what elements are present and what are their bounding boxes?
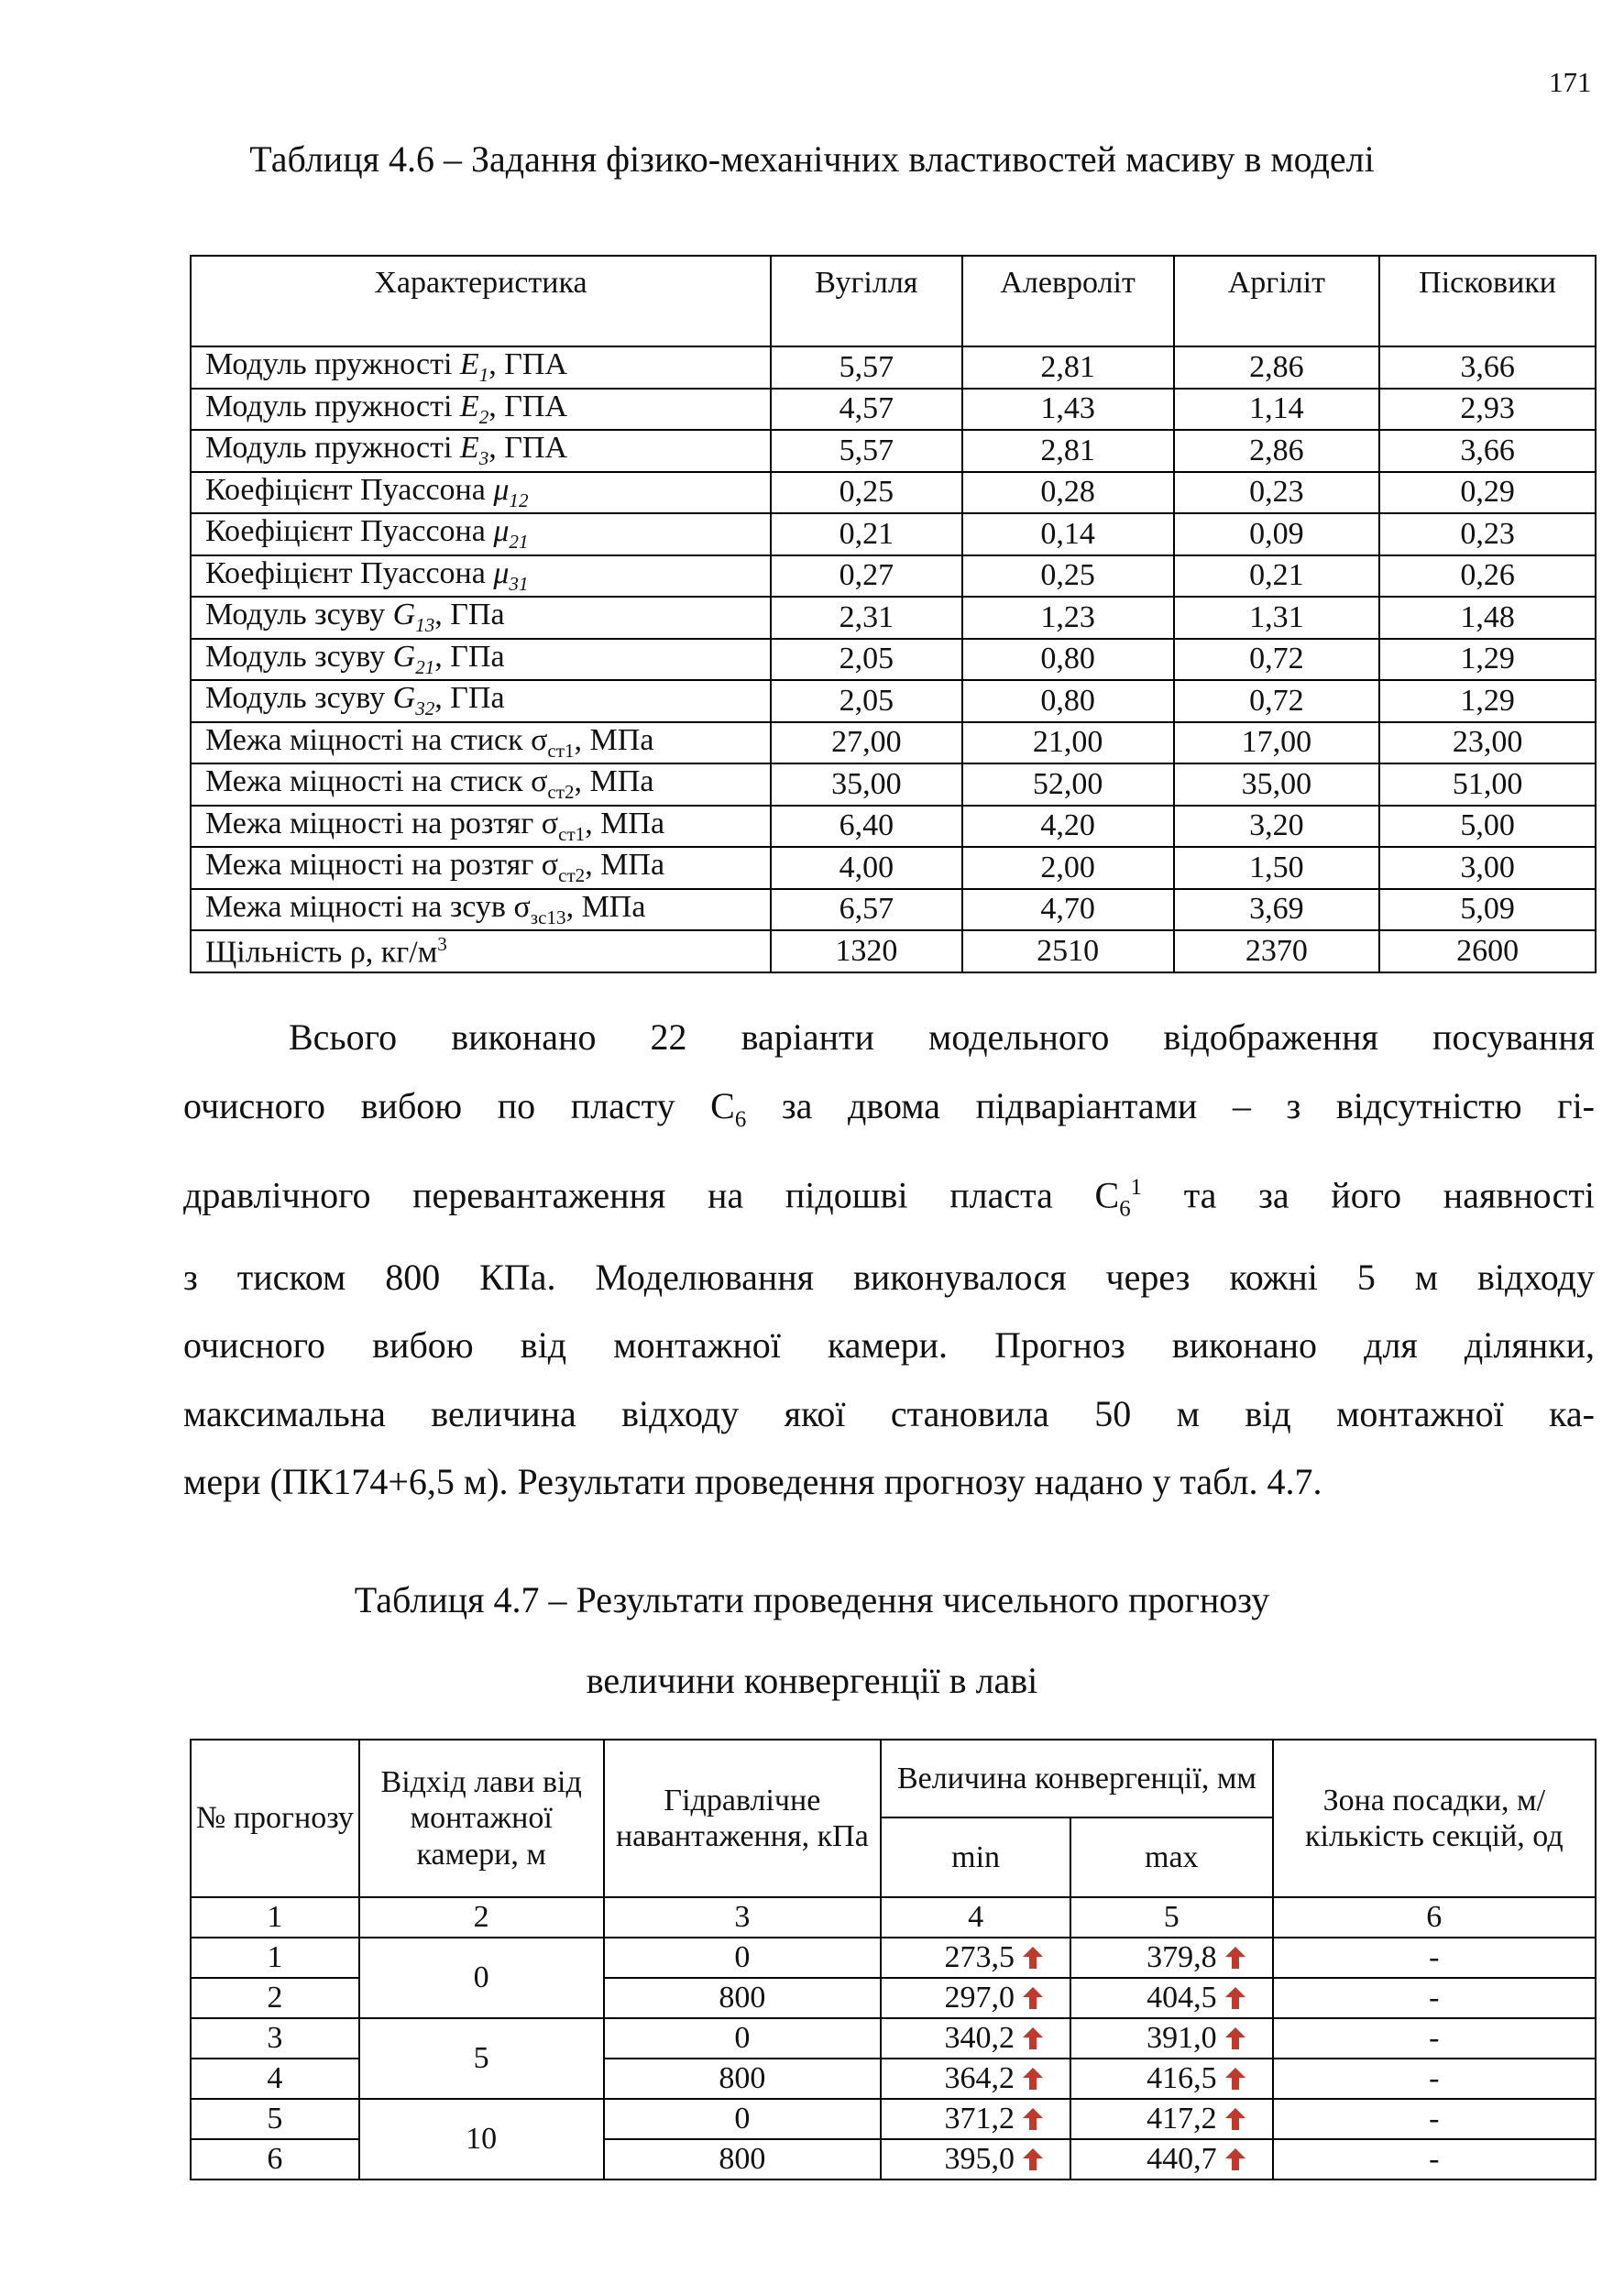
property-row: [191, 555, 1596, 598]
distance-value: 0: [359, 1938, 604, 2018]
property-value: 1320: [771, 930, 962, 972]
body-paragraph: [183, 1004, 1595, 1517]
property-row: [191, 889, 1596, 931]
property-value: 1,14: [1174, 389, 1380, 431]
property-value: 2370: [1174, 930, 1380, 972]
property-value: 6,40: [771, 806, 962, 848]
property-label: Межа міцності на зсув $\sigma_{зс13}$, МПа: [191, 889, 771, 931]
min-convergence-cell: [881, 2018, 1070, 2059]
property-label: Межа міцності на стиск $\sigma_{ст1}$, МПа: [191, 722, 771, 764]
property-value: 1,48: [1379, 597, 1596, 639]
property-value: 0,29: [1379, 472, 1596, 514]
property-value: 0,14: [962, 513, 1174, 555]
property-value: 2,31: [771, 597, 962, 639]
property-value: 0,23: [1174, 472, 1380, 514]
min-convergence-value: 297,0: [944, 1981, 1015, 2015]
property-value: 1,29: [1379, 680, 1596, 722]
property-value: 3,00: [1379, 847, 1596, 889]
page-number: 171: [1549, 66, 1592, 98]
header-distance: [359, 1740, 604, 1897]
property-value: 35,00: [771, 763, 962, 806]
zone-value: -: [1273, 1978, 1596, 2018]
property-value: 6,57: [771, 889, 962, 931]
max-convergence-cell: [1070, 2018, 1273, 2059]
property-value: 0,26: [1379, 555, 1596, 598]
forecast-row: [191, 1938, 1596, 1978]
property-value: 3,69: [1174, 889, 1380, 931]
property-value: 0,80: [962, 680, 1174, 722]
property-value: 0,72: [1174, 680, 1380, 722]
header-sandstone: Пісковики: [1379, 256, 1596, 346]
property-row: [191, 763, 1596, 806]
property-value: 0,09: [1174, 513, 1380, 555]
paragraph-line: дравлічного перевантаження на підошві пласта $С_6^1$ та за його наявності: [183, 1174, 1596, 1222]
forecast-number: 1: [191, 1938, 359, 1978]
property-value: 5,00: [1379, 806, 1596, 848]
zone-value: -: [1273, 1938, 1596, 1978]
up-arrow-icon: [1022, 2026, 1044, 2049]
up-arrow-icon: [1022, 2106, 1044, 2130]
property-value: 4,70: [962, 889, 1174, 931]
forecast-number: 2: [191, 1978, 359, 2018]
property-row: [191, 639, 1596, 681]
column-number: 4: [881, 1897, 1070, 1938]
header-convergence: [881, 1740, 1272, 1817]
property-value: 0,28: [962, 472, 1174, 514]
property-row: [191, 346, 1596, 389]
header-coal: Вугілля: [771, 256, 962, 346]
property-value: 2,81: [962, 430, 1174, 472]
up-arrow-icon: [1224, 2147, 1246, 2170]
property-row: [191, 722, 1596, 764]
property-value: 2,86: [1174, 430, 1380, 472]
property-value: 35,00: [1174, 763, 1380, 806]
zone-value: -: [1273, 2099, 1596, 2139]
forecast-number: 6: [191, 2139, 359, 2180]
header-mudstone: Аргіліт: [1174, 256, 1380, 346]
property-value: 2,86: [1174, 346, 1380, 389]
min-convergence-value: 395,0: [944, 2142, 1015, 2176]
properties-table: [190, 255, 1597, 973]
property-label: Модуль пружності $E_2$, ГПА: [191, 389, 771, 431]
load-value: 800: [604, 1978, 882, 2018]
forecast-row: [191, 2018, 1596, 2059]
zone-value: -: [1273, 2139, 1596, 2180]
property-row: [191, 847, 1596, 889]
property-value: 51,00: [1379, 763, 1596, 806]
property-label: Коефіцієнт Пуассона $\mu_{12}$: [191, 472, 771, 514]
property-row: [191, 472, 1596, 514]
property-label: Коефіцієнт Пуассона $\mu_{31}$: [191, 555, 771, 598]
property-value: 0,21: [1174, 555, 1380, 598]
max-convergence-value: 417,2: [1147, 2102, 1217, 2136]
forecast-number: 4: [191, 2059, 359, 2099]
property-value: 3,20: [1174, 806, 1380, 848]
forecast-number: 3: [191, 2018, 359, 2059]
load-value: 0: [604, 1938, 882, 1978]
paragraph-line: максимальна величина відходу якої становила 50 м від монтажної ка-: [183, 1392, 1595, 1434]
property-value: 2,00: [962, 847, 1174, 889]
property-label: Межа міцності на розтяг $\sigma_{ст1}$, МПа: [191, 806, 771, 848]
header-forecast-number: [191, 1740, 359, 1897]
property-label: Межа міцності на стиск $\sigma_{ст2}$, МПа: [191, 763, 771, 806]
header-hydraulic-load: [604, 1740, 882, 1897]
property-row: [191, 513, 1596, 555]
property-row: [191, 806, 1596, 848]
property-row: [191, 389, 1596, 431]
forecast-row: [191, 2099, 1596, 2139]
property-value: 27,00: [771, 722, 962, 764]
property-value: 0,80: [962, 639, 1174, 681]
property-value: 3,66: [1379, 346, 1596, 389]
load-value: 800: [604, 2139, 882, 2180]
property-value: 2,05: [771, 680, 962, 722]
property-value: 2510: [962, 930, 1174, 972]
column-number: 2: [359, 1897, 604, 1938]
table1-caption: Таблиця 4.6 – Задання фізико-механічних властивостей масиву в моделі: [249, 138, 1375, 180]
up-arrow-icon: [1022, 2066, 1044, 2090]
property-value: 0,25: [962, 555, 1174, 598]
min-convergence-value: 364,2: [944, 2061, 1015, 2095]
max-convergence-value: 440,7: [1147, 2142, 1217, 2176]
paragraph-line: мери (ПК174+6,5 м). Результати проведення прогнозу надано у табл. 4.7.: [183, 1461, 1322, 1503]
property-value: 21,00: [962, 722, 1174, 764]
zone-value: -: [1273, 2059, 1596, 2099]
paragraph-line: очисного вибою по пласту $С_6$ за двома підваріантами – з відсутністю гі-: [183, 1084, 1596, 1132]
property-value: 1,23: [962, 597, 1174, 639]
column-number: 5: [1070, 1897, 1273, 1938]
property-label: Межа міцності на розтяг $\sigma_{ст2}$, МПа: [191, 847, 771, 889]
header-min: min: [881, 1817, 1070, 1897]
forecast-number: 5: [191, 2099, 359, 2139]
property-value: 2,93: [1379, 389, 1596, 431]
property-row: [191, 597, 1596, 639]
header-zone-text: Зона посадки, м/кількість секцій, од: [1304, 1783, 1564, 1853]
min-convergence-cell: [881, 2139, 1070, 2180]
property-value: 23,00: [1379, 722, 1596, 764]
zone-value: -: [1273, 2018, 1596, 2059]
min-convergence-cell: [881, 1978, 1070, 2018]
min-convergence-cell: [881, 1938, 1070, 1978]
up-arrow-icon: [1224, 2066, 1246, 2090]
property-value: 2,81: [962, 346, 1174, 389]
property-value: 0,21: [771, 513, 962, 555]
property-value: 1,50: [1174, 847, 1380, 889]
paragraph-line: з тиском 800 КПа. Моделювання виконувалося через кожні 5 м відходу: [183, 1256, 1595, 1298]
property-value: 5,57: [771, 430, 962, 472]
min-convergence-cell: [881, 2059, 1070, 2099]
load-value: 800: [604, 2059, 882, 2099]
column-number: 3: [604, 1897, 882, 1938]
property-label: Модуль зсуву $G_{32}$, ГПа: [191, 680, 771, 722]
max-convergence-value: 379,8: [1147, 1940, 1217, 1974]
column-number: 1: [191, 1897, 359, 1938]
up-arrow-icon: [1022, 1985, 1044, 2009]
property-row: [191, 430, 1596, 472]
header-convergence-text: Величина конвергенції, мм: [897, 1761, 1256, 1795]
property-label: Модуль зсуву $G_{13}$, ГПа: [191, 597, 771, 639]
property-value: 4,00: [771, 847, 962, 889]
load-value: 0: [604, 2099, 882, 2139]
property-value: 4,20: [962, 806, 1174, 848]
property-value: 17,00: [1174, 722, 1380, 764]
property-value: 2600: [1379, 930, 1596, 972]
up-arrow-icon: [1224, 2106, 1246, 2130]
header-characteristic: Характеристика: [191, 256, 771, 346]
paragraph-line: Всього виконано 22 варіанти модельного відображення посування: [289, 1016, 1595, 1058]
paragraph-line: очисного вибою від монтажної камери. Прогноз виконано для ділянки,: [183, 1324, 1595, 1367]
property-row: [191, 930, 1596, 972]
column-number: 6: [1273, 1897, 1596, 1938]
header-distance-text: Відхід лави від монтажної камери, м: [380, 1765, 582, 1872]
min-convergence-value: 340,2: [944, 2021, 1015, 2055]
property-value: 1,43: [962, 389, 1174, 431]
convergence-table: [190, 1739, 1597, 2180]
up-arrow-icon: [1224, 1985, 1246, 2009]
table2-caption-line2: величини конвергенції в лаві: [586, 1660, 1038, 1701]
up-arrow-icon: [1022, 2147, 1044, 2170]
property-label: Модуль пружності $E_3$, ГПА: [191, 430, 771, 472]
property-value: 0,27: [771, 555, 962, 598]
property-row: [191, 680, 1596, 722]
max-convergence-value: 391,0: [1147, 2021, 1217, 2055]
up-arrow-icon: [1022, 1945, 1044, 1969]
property-label: Модуль пружності $E_1$, ГПА: [191, 346, 771, 389]
header-zone: [1273, 1740, 1596, 1897]
distance-value: 10: [359, 2099, 604, 2180]
properties-header-row: [191, 256, 1596, 346]
property-label: Коефіцієнт Пуассона $\mu_{21}$: [191, 513, 771, 555]
header-hydraulic-load-text: Гідравлічне навантаження, кПа: [615, 1783, 869, 1853]
up-arrow-icon: [1224, 1945, 1246, 1969]
max-convergence-cell: [1070, 2139, 1273, 2180]
max-convergence-cell: [1070, 1978, 1273, 2018]
load-value: 0: [604, 2018, 882, 2059]
property-value: 0,23: [1379, 513, 1596, 555]
property-value: 0,25: [771, 472, 962, 514]
max-convergence-value: 416,5: [1147, 2061, 1217, 2095]
up-arrow-icon: [1224, 2026, 1246, 2049]
min-convergence-value: 371,2: [944, 2102, 1015, 2136]
property-value: 3,66: [1379, 430, 1596, 472]
property-value: 5,57: [771, 346, 962, 389]
header-forecast-number-text: № прогнозу: [195, 1801, 354, 1836]
property-value: 1,29: [1379, 639, 1596, 681]
max-convergence-value: 404,5: [1147, 1981, 1217, 2015]
distance-value: 5: [359, 2018, 604, 2099]
max-convergence-cell: [1070, 2059, 1273, 2099]
property-value: 2,05: [771, 639, 962, 681]
column-number-row: [191, 1897, 1596, 1938]
property-value: 1,31: [1174, 597, 1380, 639]
header-max: max: [1070, 1817, 1273, 1897]
min-convergence-cell: [881, 2099, 1070, 2139]
min-convergence-value: 273,5: [944, 1940, 1015, 1974]
property-label: Щільність ρ, $кг/м^3$: [191, 930, 771, 972]
property-label: Модуль зсуву $G_{21}$, ГПа: [191, 639, 771, 681]
header-siltstone: Алевроліт: [962, 256, 1174, 346]
property-value: 4,57: [771, 389, 962, 431]
max-convergence-cell: [1070, 1938, 1273, 1978]
property-value: 52,00: [962, 763, 1174, 806]
convergence-header-row: [191, 1740, 1596, 1817]
table2-caption-line1: Таблиця 4.7 – Результати проведення чисельного прогнозу: [354, 1579, 1270, 1620]
property-value: 5,09: [1379, 889, 1596, 931]
max-convergence-cell: [1070, 2099, 1273, 2139]
property-value: 0,72: [1174, 639, 1380, 681]
